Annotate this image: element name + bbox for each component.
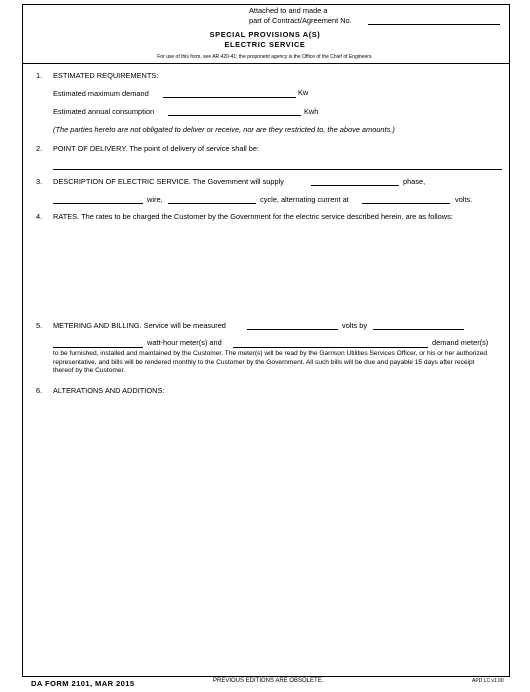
annual-consumption-field[interactable] bbox=[168, 115, 301, 116]
section-1-note: (The parties hereto are not obligated to deliver or receive, nor are they restricted to, the above amounts.) bbox=[53, 125, 395, 134]
watt-hour-count-field[interactable] bbox=[53, 347, 143, 348]
wire-label: wire, bbox=[147, 195, 163, 204]
max-demand-unit: Kw bbox=[298, 88, 309, 97]
volts-by-field[interactable] bbox=[373, 329, 464, 330]
section-1-heading: ESTIMATED REQUIREMENTS: bbox=[53, 71, 159, 80]
form-version: APD LC v1.00 bbox=[472, 678, 504, 684]
section-6-number: 6. bbox=[36, 386, 43, 395]
section-3-text: DESCRIPTION OF ELECTRIC SERVICE. The Government will supply bbox=[53, 177, 284, 186]
wire-field[interactable] bbox=[53, 203, 143, 204]
obsolete-notice: PREVIOUS EDITIONS ARE OBSOLETE. bbox=[213, 678, 324, 684]
measured-voltage-field[interactable] bbox=[247, 329, 338, 330]
phase-label: phase, bbox=[403, 177, 426, 186]
section-2-text: POINT OF DELIVERY. The point of delivery of service shall be: bbox=[53, 144, 260, 153]
attached-line-2: part of Contract/Agreement No. bbox=[249, 16, 352, 25]
annual-consumption-label: Estimated annual consumption bbox=[53, 107, 155, 116]
prescribing-note: For use of this form, see AR 420-41; the proponent agency is the Office of the Chief of Engineers. bbox=[157, 54, 373, 60]
rates-text-area[interactable] bbox=[53, 224, 502, 316]
section-4-number: 4. bbox=[36, 212, 43, 221]
alterations-text-area[interactable] bbox=[53, 398, 502, 670]
section-3-number: 3. bbox=[36, 177, 43, 186]
section-2-number: 2. bbox=[36, 144, 43, 153]
section-6-text: ALTERATIONS AND ADDITIONS: bbox=[53, 386, 165, 395]
section-5-body: to be furnished, installed and maintained by the Customer. The meter(s) will be read by the Garrison Utilities Services Officer, or his or her authorized representative, and bills will be rendered monthly to the Customer by the Government. All such bills will be due and payable 15 days after receipt thereof by the Customer. bbox=[53, 350, 488, 375]
attached-line-1: Attached to and made a bbox=[249, 6, 328, 15]
form-subtitle: ELECTRIC SERVICE bbox=[224, 40, 306, 49]
delivery-point-field[interactable] bbox=[53, 169, 502, 170]
section-5-number: 5. bbox=[36, 321, 43, 330]
section-4-text: RATES. The rates to be charged the Customer by the Government for the electric service described herein, are as follows: bbox=[53, 212, 453, 221]
max-demand-label: Estimated maximum demand bbox=[53, 89, 149, 98]
watt-hour-label: watt-hour meter(s) and bbox=[147, 338, 222, 347]
form-title: SPECIAL PROVISIONS A(S) bbox=[209, 30, 321, 39]
phase-field[interactable] bbox=[311, 185, 399, 186]
volts-label: volts. bbox=[455, 195, 473, 204]
section-1-number: 1. bbox=[36, 71, 43, 80]
demand-meter-label: demand meter(s) bbox=[432, 338, 489, 347]
max-demand-field[interactable] bbox=[163, 97, 296, 98]
form-id: DA FORM 2101, MAR 2015 bbox=[31, 679, 135, 688]
contract-number-field[interactable] bbox=[368, 24, 500, 25]
annual-consumption-unit: Kwh bbox=[304, 107, 319, 116]
section-5-text: METERING AND BILLING. Service will be measured bbox=[53, 321, 226, 330]
cycle-field[interactable] bbox=[168, 203, 256, 204]
volts-by-label: volts by bbox=[342, 321, 368, 330]
header-divider bbox=[22, 63, 510, 64]
voltage-field[interactable] bbox=[362, 203, 450, 204]
demand-meter-field[interactable] bbox=[233, 347, 428, 348]
cycle-label: cycle, alternating current at bbox=[260, 195, 349, 204]
